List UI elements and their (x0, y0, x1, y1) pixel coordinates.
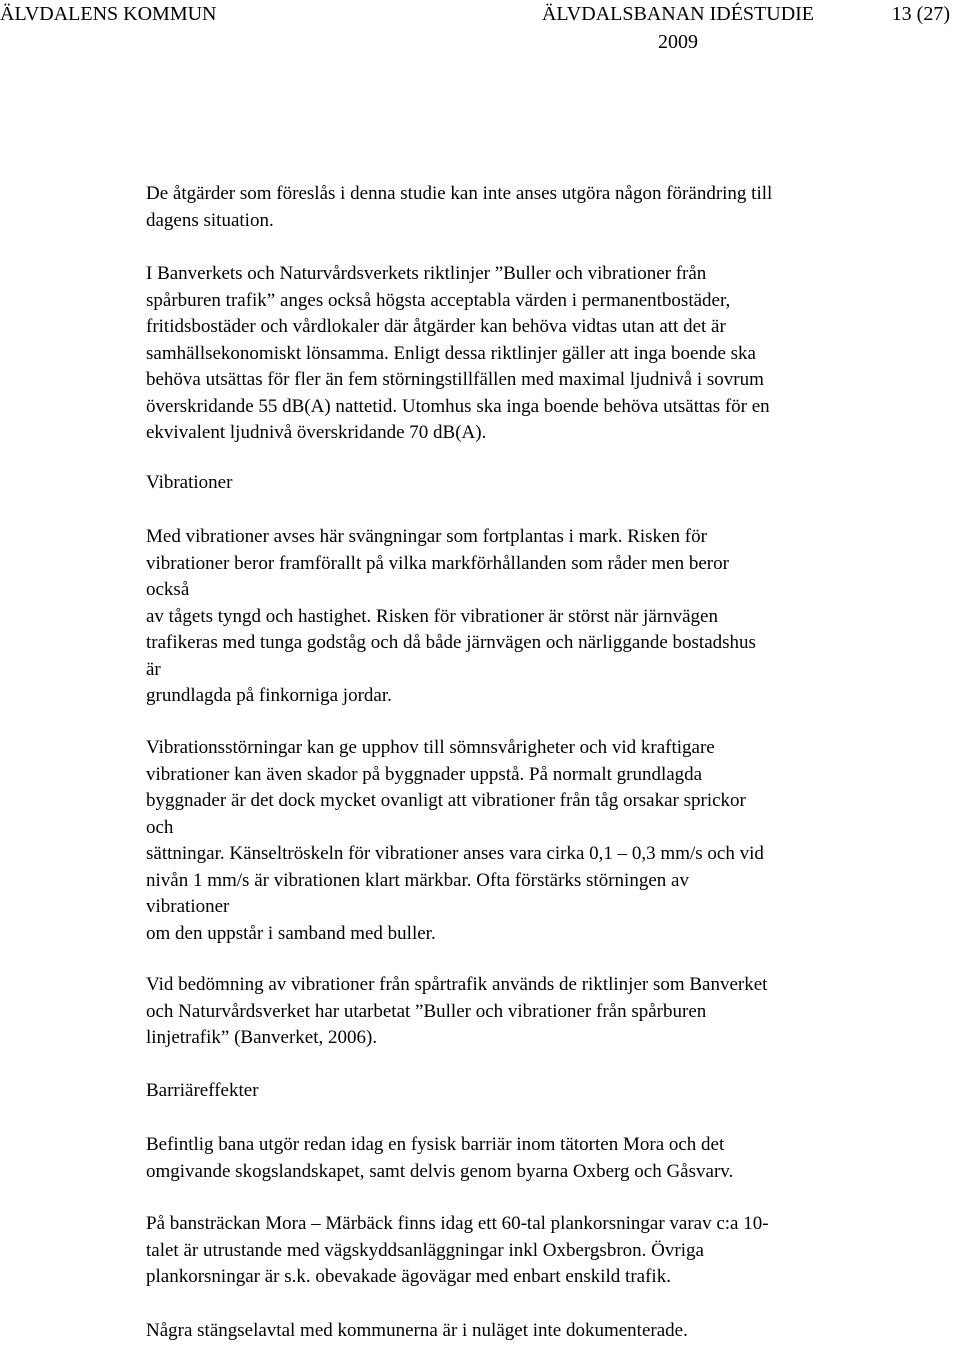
text-line: plankorsningar är s.k. obevakade ägovägar med enbart enskild trafik. (146, 1266, 671, 1287)
page-number: 13 (27) (891, 3, 950, 25)
text-line: talet är utrustande med vägskyddsanläggningar inkl Oxbergsbron. Övriga (146, 1239, 704, 1261)
header-title-line: ÄLVDALSBANAN IDÉSTUDIE (541, 3, 815, 25)
text-line: spårburen trafik” anges också högsta acceptabla värden i permanentbostäder, (146, 289, 731, 311)
text-line: De åtgärder som föreslås i denna studie kan inte anses utgöra någon förändring till (146, 183, 773, 204)
text-line: vibrationer beror framförallt på vilka markförhållanden som råder men beror (146, 552, 729, 574)
text-line: Befintlig bana utgör redan idag en fysisk barriär inom tätorten Mora och det (146, 1134, 725, 1155)
text-line: och (146, 816, 174, 838)
text-line: byggnader är det dock mycket ovanligt att vibrationer från tåg orsakar sprickor (146, 790, 746, 811)
heading-vibrationer (146, 470, 936, 497)
text-line: I Banverkets och Naturvårdsverkets riktlinjer ”Buller och vibrationer från (146, 263, 707, 284)
text-line: av tågets tyngd och hastighet. Risken för vibrationer är störst när järnvägen (146, 605, 718, 627)
text-line: Vid bedömning av vibrationer från spårtrafik används de riktlinjer som Banverket (146, 974, 768, 995)
text-line: överskridande 55 dB(A) nattetid. Utomhus ska inga boende behöva utsättas för en (146, 395, 770, 417)
text-line: också (146, 579, 190, 600)
text-line: sättningar. Känseltröskeln för vibrationer anses vara cirka 0,1 – 0,3 mm/s och vid (146, 843, 764, 864)
section-heading: Vibrationer (146, 472, 233, 493)
text-line: Med vibrationer avses här svängningar som fortplantas i mark. Risken för (146, 526, 707, 547)
section-heading: Barriäreffekter (146, 1080, 259, 1101)
paragraph-plankorsningar (146, 1211, 936, 1291)
text-line: grundlagda på finkorniga jordar. (146, 685, 392, 706)
paragraph-vibrationsstorningar (146, 735, 936, 947)
text-line: är (146, 658, 161, 680)
paragraph-vibrationer-definition (146, 524, 936, 710)
text-line: Några stängselavtal med kommunerna är i nuläget inte dokumenterade. (146, 1320, 688, 1341)
text-line: fritidsbostäder och vårdlokaler där åtgärder kan behöva vidtas utan att det är (146, 316, 726, 337)
text-line: trafikeras med tunga godståg och då både järnvägen och närliggande bostadshus (146, 632, 756, 653)
paragraph-barriar (146, 1132, 936, 1185)
header-document-title (521, 0, 835, 56)
text-line: Vibrationsstörningar kan ge upphov till sömnsvårigheter och vid kraftigare (146, 737, 715, 758)
paragraph-atgarder (146, 181, 936, 234)
text-line: behöva utsättas för fler än fem störningstillfällen med maximal ljudnivå i sovrum (146, 369, 764, 390)
text-line: omgivande skogslandskapet, samt delvis genom byarna Oxberg och Gåsvarv. (146, 1160, 734, 1182)
text-line: ekvivalent ljudnivå överskridande 70 dB(A). (146, 422, 487, 443)
paragraph-bedomning (146, 972, 936, 1052)
text-line: På bansträckan Mora – Märbäck finns idag ett 60-tal plankorsningar varav c:a 10- (146, 1213, 769, 1234)
header-municipality: ÄLVDALENS KOMMUN (0, 3, 217, 25)
text-line: vibrationer (146, 896, 230, 917)
paragraph-riktlinjer (146, 261, 936, 447)
text-line: om den uppstår i samband med buller. (146, 922, 436, 944)
paragraph-stangselavtal (146, 1318, 936, 1345)
text-line: vibrationer kan även skador på byggnader uppstå. På normalt grundlagda (146, 763, 703, 785)
text-line: dagens situation. (146, 209, 274, 231)
header-year: 2009 (658, 31, 698, 53)
text-line: och Naturvårdsverket har utarbetat ”Buller och vibrationer från spårburen (146, 1000, 707, 1022)
text-line: nivån 1 mm/s är vibrationen klart märkbar. Ofta förstärks störningen av (146, 869, 689, 891)
text-line: linjetrafik” (Banverket, 2006). (146, 1027, 378, 1048)
heading-barriareffekter (146, 1078, 936, 1105)
text-line: samhällsekonomiskt lönsamma. Enligt dessa riktlinjer gäller att inga boende ska (146, 342, 756, 364)
